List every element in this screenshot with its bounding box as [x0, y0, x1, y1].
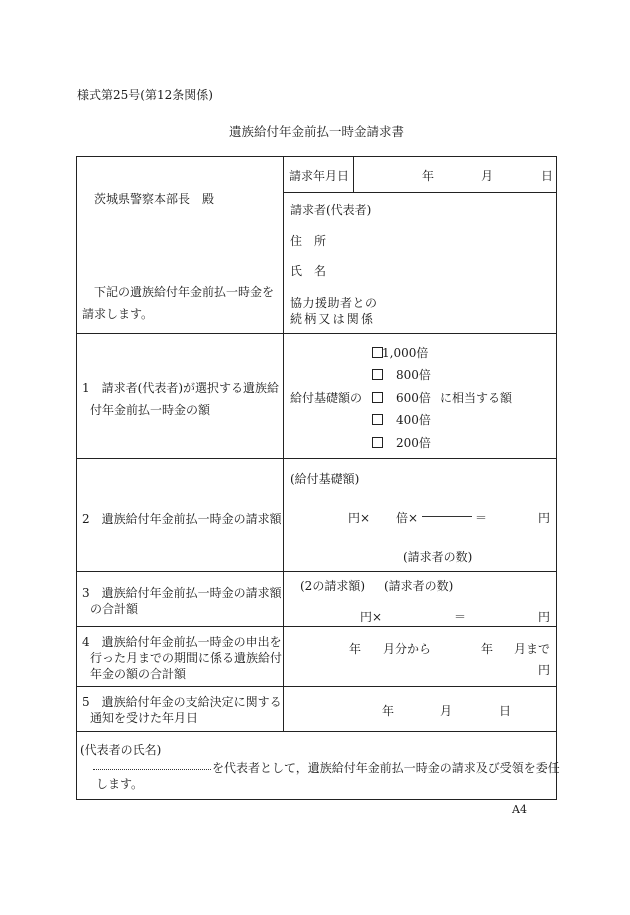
row1-suffix: に相当する額 — [440, 391, 513, 405]
option-label-800: 800倍 — [396, 368, 431, 382]
row4-from-month[interactable]: 月分から — [383, 642, 432, 656]
row1-label-line1: 1 請求者(代表者)が選択する遺族給 — [82, 381, 279, 395]
table-line — [76, 458, 557, 459]
row5-day[interactable]: 日 — [499, 704, 512, 718]
option-checkbox-800[interactable] — [372, 369, 383, 380]
row3-label-line2: の合計額 — [90, 602, 139, 616]
row4-label-line1: 4 遺族給付年金前払一時金の申出を — [82, 635, 282, 649]
row4-to-month[interactable]: 月まで — [514, 642, 551, 656]
row5-label-line2: 通知を受けた年月日 — [90, 711, 199, 725]
row1-base-label: 給付基礎額の — [290, 391, 363, 405]
addressee: 茨城県警察本部長 殿 — [94, 192, 215, 206]
row2-base-paren: (給付基礎額) — [290, 472, 360, 486]
table-line — [283, 192, 557, 193]
row3-yen-times[interactable]: 円× — [360, 610, 383, 624]
form-number: 様式第25号(第12条関係) — [77, 88, 213, 102]
request-date-day[interactable]: 日 — [541, 169, 554, 183]
request-date-label: 請求年月日 — [289, 169, 350, 183]
row3-paren-claimants: (請求者の数) — [384, 579, 454, 593]
representative-name-field[interactable] — [93, 769, 211, 770]
table-line — [76, 626, 557, 627]
row2-bai-times[interactable]: 倍× — [396, 511, 419, 525]
table-line — [353, 156, 354, 192]
row3-label-line1: 3 遺族給付年金前払一時金の請求額 — [82, 586, 282, 600]
delegation-text: を代表者として，遺族給付年金前払一時金の請求及び受領を委任 — [212, 761, 560, 775]
row3-yen[interactable]: 円 — [538, 610, 551, 624]
option-checkbox-400[interactable] — [372, 414, 383, 425]
table-line — [556, 156, 557, 799]
claimant-label: 請求者(代表者) — [290, 203, 372, 217]
row4-label-line2: 行った月までの期間に係る遺族給付 — [90, 651, 283, 665]
table-line — [76, 571, 557, 572]
relation-label-line2[interactable]: 続柄又は関係 — [290, 312, 376, 326]
relation-label-line1: 協力援助者との — [290, 296, 378, 310]
paper-size: A4 — [512, 803, 527, 816]
row2-fraction-line — [422, 516, 472, 517]
request-text-line1: 下記の遺族給付年金前払一時金を — [94, 285, 275, 299]
option-label-400: 400倍 — [396, 413, 431, 427]
option-label-200: 200倍 — [396, 436, 431, 450]
request-date-month[interactable]: 月 — [481, 169, 494, 183]
option-checkbox-600[interactable] — [372, 392, 383, 403]
name-label[interactable]: 氏 名 — [290, 264, 327, 278]
row4-year2[interactable]: 年 — [481, 642, 494, 656]
representative-label: (代表者の氏名) — [80, 743, 162, 757]
table-line — [76, 156, 77, 799]
row2-equals: ＝ — [475, 511, 488, 525]
address-label[interactable]: 住 所 — [290, 234, 327, 248]
table-line — [283, 156, 284, 731]
table-line — [76, 799, 557, 800]
row2-label: 2 遺族給付年金前払一時金の請求額 — [82, 512, 282, 526]
table-line — [76, 731, 557, 732]
row5-label-line1: 5 遺族給付年金の支給決定に関する — [82, 695, 282, 709]
row4-year[interactable]: 年 — [349, 642, 362, 656]
table-line — [76, 686, 557, 687]
row4-label-line3: 年金の額の合計額 — [90, 667, 187, 681]
option-label-1000: 1,000倍 — [382, 346, 429, 360]
row4-yen[interactable]: 円 — [538, 663, 551, 677]
row2-yen[interactable]: 円 — [538, 511, 551, 525]
delegation-text-line2: します。 — [96, 777, 144, 791]
option-checkbox-200[interactable] — [372, 437, 383, 448]
option-label-600: 600倍 — [396, 391, 431, 405]
row2-claimants-paren: (請求者の数) — [403, 550, 473, 564]
row5-year[interactable]: 年 — [382, 704, 395, 718]
page-title: 遺族給付年金前払一時金請求書 — [229, 124, 405, 139]
row2-yen-times[interactable]: 円× — [348, 511, 371, 525]
row3-paren-request: (2の請求額) — [300, 579, 365, 593]
request-date-year[interactable]: 年 — [422, 169, 435, 183]
row3-equals: ＝ — [454, 610, 467, 624]
table-line — [76, 333, 557, 334]
request-text-line2: 請求します。 — [82, 307, 154, 321]
row1-label-line2: 付年金前払一時金の額 — [90, 403, 211, 417]
row5-month[interactable]: 月 — [440, 704, 453, 718]
table-line — [76, 156, 557, 157]
